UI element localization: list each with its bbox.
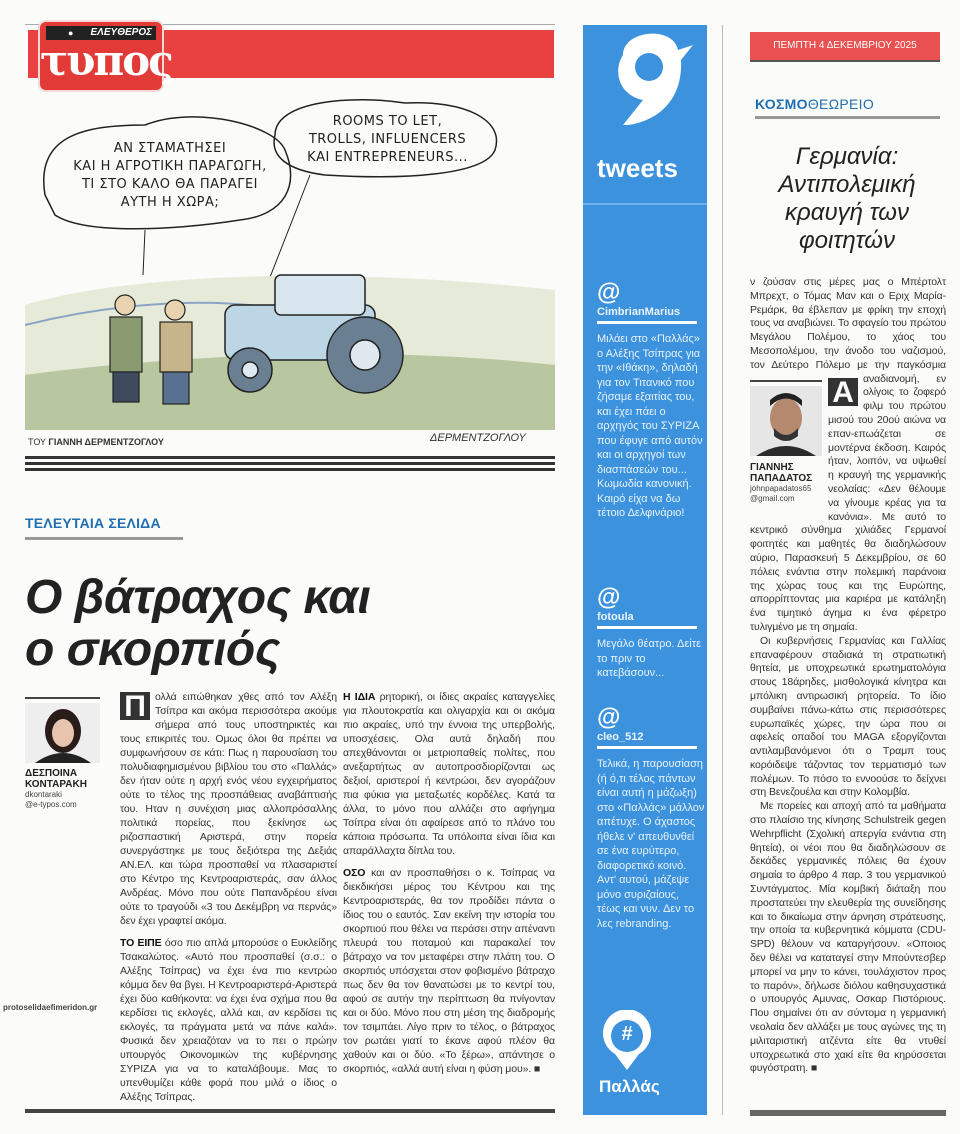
cartoon	[25, 95, 555, 430]
tweet	[597, 705, 705, 931]
tweet-handle[interactable]: cleo_512	[597, 731, 644, 743]
watermark: protoselidaefimeridon.gr	[3, 1003, 98, 1012]
column-section-label	[755, 96, 874, 112]
hashtag-symbol: #	[621, 1023, 633, 1045]
divider	[25, 462, 555, 465]
headline-line: ο σκορπιός	[25, 623, 280, 676]
author-name: ΠΑΠΑΔΑΤΟΣ	[750, 473, 813, 484]
author-photo	[25, 703, 100, 763]
paragraph-lead: Η ΙΔΙΑ	[343, 691, 376, 703]
end-mark: ■	[810, 1062, 818, 1075]
section-label: ΤΕΛΕΥΤΑΙΑ ΣΕΛΙΔΑ	[25, 515, 161, 531]
at-icon: @	[597, 704, 621, 731]
headline-line: Ο βάτραχος και	[25, 571, 371, 624]
tweet-rule	[597, 746, 697, 749]
bubble-line: ROOMS TO LET,	[332, 114, 443, 129]
hashtag-pin-icon	[601, 1010, 653, 1070]
paragraph-lead: ΟΣΟ	[343, 867, 366, 879]
photo-spacer	[750, 376, 828, 516]
speech-bubble-right	[280, 113, 495, 167]
section-rest: ΘΕΩΡΕΙΟ	[807, 96, 875, 112]
author-name: ΚΟΝΤΑΡΑΚΗ	[25, 779, 87, 790]
divider	[25, 456, 555, 459]
speech-bubble-left	[55, 140, 285, 212]
author-email: @gmail.com	[750, 494, 795, 503]
column-headline: Γερμανία: Αντιπολεμική κραυγή των φοιτητών	[778, 143, 916, 254]
author-name: ΔΕΣΠΟΙΝΑ	[25, 768, 78, 779]
column-body	[750, 276, 946, 1076]
tweet-handle[interactable]: CimbrianMarius	[597, 306, 681, 318]
divider	[25, 468, 555, 471]
tweets-column	[583, 25, 707, 1115]
end-mark: ■	[533, 1063, 541, 1075]
drop-cap: Π	[120, 692, 150, 720]
newspaper-logo	[40, 22, 172, 90]
article-headline	[25, 572, 370, 676]
paragraph: Οι κυβερνήσεις Γερμανίας και Γαλλίας επαναφέρουν σταδιακά τη στρατιωτική θητεία, με υποχρεωτικά ερωτηματολόγια στους 18άρηδες, μισθολογικά κίνητρα και μπόλικη αντιρωσική ρητορεία. Το ίδιο συμβαίνει πάνω-κάτω στις περισσότερες ευρωπαϊκές χώρες, την ώρα που οι αφελείς οπαδοί του MAGA εξοργίζονται αντιλαμβανόμενοι ότι ο Τραμπ τους κορόιδεψε τάζοντας τον τερματισμό των πολέμων. Το πόσο το εννοούσε το δείχνει στη Βενεζουέλα και στην Κολομβία.	[750, 634, 946, 799]
tweets-divider	[583, 203, 707, 205]
at-icon: @	[597, 279, 621, 306]
tweet-rule	[597, 626, 697, 629]
author-email: johnpapadatos65	[750, 484, 812, 493]
paragraph: ρητορική, οι ίδιες ακραίες καταγγελίες για πλουτοκρατία και ολιγαρχία και οι ακόμα πιο ακραίες, υπό την έννοια της υπερβολής, υποσχέσεις. Ολα αυτά δηλαδή που απεχθάνονται οι μετριοπαθείς πολίτες, που ανεξαρτήτως αν αυτοπροσδιορίζονται ως δεξιοί, αριστεροί ή κεντρώοι, δεν αγοράζουν πια φύκια για μεταξωτές κορδέλες. Κατά τα άλλα, το μόνο που αλλάζει στο αφήγημα Τσίπρα είναι ότι αφαίρεσε από το πλάνο του κάποια πρόσωπα. Τα υπόλοιπα είναι ίδια και απαράλλαχτα δίπλα του.	[343, 691, 555, 857]
bubble-line: ΑΝ ΣΤΑΜΑΤΗΣΕΙ	[113, 141, 227, 156]
tweets-title: tweets	[597, 153, 678, 183]
hashtag-label[interactable]: Παλλάς	[599, 1077, 660, 1096]
paragraph: ολλά ειπώθηκαν χθες από τον Αλέξη Τσίπρα και ακόμα περισσότερα ακούμε σήμερα από τους υποστηρικτές και τους επικριτές του. Ομως όλοι θα πρέπει να συμφωνήσουν σε κάτι: Πως η παρουσίαση του πολυδιαφημισμένου βιβλίου του στο «Παλλάς» δεν ήταν ούτε η αρχή ενός νέου εγχειρήματος ούτε το τέλος της προσπάθειας αναβάπτισής του. Ηταν η συνέχιση μιας αλλοπρόσαλλης πολιτικά πορείας, που ξεκίνησε ως ριζοσπαστική Αριστερά, στην πορεία συνεργάστηκε με τους δεξιότερα της Δεξιάς ΑΝ.ΕΛ. και τώρα προσπαθεί να πλασαριστεί στο Κέντρο της Κεντροαριστεράς, σαν άλλος Ανδρέας. Μόνο που ούτε Παπανδρέου είναι ούτε το τραγούδι «3 του Δεκέμβρη να περνάς» δεν έχει γραφτεί ακόμα.	[120, 691, 337, 927]
at-icon: @	[597, 584, 621, 611]
author-email: dkontaraki	[25, 790, 62, 799]
issue-date: ΠΕΜΠΤΗ 4 ΔΕΚΕΜΒΡΙΟΥ 2025	[750, 32, 940, 60]
paragraph-lead: ΤΟ ΕΙΠΕ	[120, 937, 162, 949]
drop-cap: Α	[828, 378, 858, 406]
tweet	[597, 280, 705, 521]
author-email: @e-typos.com	[25, 800, 77, 809]
paragraph: Με πορείες και αποχή από τα μαθήματα στο πλαίσιο της κίνησης Schulstreik gegen Wehrpflicht (Σχολική απεργία ενάντια στη θητεία), οι νέοι που θα διαδηλώσουν σε δεκάδες γερμανικές πόλεις θα έχουν σημαία το άρθρο 4 παρ. 3 του γερμανικού Συντάγματος. Μία κομβική διάταξη που προστατεύει την ελευθερία της συνείδησης και το δικαίωμα στην άρνηση στράτευσης, την οποία τα κυβερνητικά κόμματα (CDU-SPD) θέλουν να καταργήσουν. «Οποιος δεν θέλει να καταταγεί στην Μπούντεσβερ μπορεί να μην το κάνει, τουλάχιστον προς το παρόν», δήλωσε διόλου καθησυχαστικά ο υπουργός Αμυνας, Οσκαρ Πιστόριους. Που σημαίνει ότι αν σύντομα η γερμανική νεολαία δεν αλλάξει με τους αγώνες της τη μιλιταριστική ατζέντα είτε θα ντυθεί υποχρεωτικά στο χακί είτε θα κηρύσσεται φυγόστρατη.	[750, 800, 946, 1075]
caption-prefix: ΤΟΥ	[28, 437, 46, 447]
cartoon-caption	[28, 437, 164, 447]
bubble-line: ΚΑΙ ENTREPRENEURS...	[307, 150, 468, 165]
logo-big-text: τυπος	[40, 36, 172, 85]
paragraph: ν ζούσαν στις μέρες μας ο Μπέρτολτ Μπρεχτ, ο Τόμας Μαν και ο Εριχ Μαρία-Ρεμάρκ, θα έβλεπαν με φρίκη την εποχή τους να αναβιώνει. Το σφαγείο του πρώτου Μεγάλου Πολέμου, το χάος του Μεσοπολέμου, την άνοδο του ναζισμού, τον Δεύτερο Πόλεμο με την παγκόσμια αναδιανομή, εν ολίγοις το ζοφερό φιλμ του πρώτου μισού του 20ού αιώνα να επαν-επωάζεται σε μοντέρνα έκδοση. Καιρός ήταν, λοιπόν, να υψωθεί η κραυγή της γερμανικής νεολαίας: «Δεν θέλουμε να γίνουμε κρέας για τα κανόνια». Με αυτό το κεντρικό σύνθημα χιλιάδες Γερμανοί φοιτητές και μαθητές θα διαδηλώσουν αύριο, Παρασκευή 5 Δεκεμβρίου, σε 60 πόλεις ενάντια στην πολεμική παράνοια της χώρας τους και της Ευρώπης, απορρίπτοντας μια καριέρα με κατάληξη ένα τιμητικό άγημα κι ένα φέρετρο τυλιγμένο με τη σημαία.	[750, 276, 946, 633]
article-column-2	[343, 690, 555, 1084]
author-byline	[25, 768, 87, 810]
tweet-handle[interactable]: fotoula	[597, 611, 634, 623]
author-name: ΓΙΑΝΝΗΣ	[750, 462, 794, 473]
paragraph: και αν προσπαθήσει ο κ. Τσίπρας να διεκδικήσει μέρος του Κέντρου και της Κεντροαριστεράς, θα τον προδίδει πάντα ο ίδιος του ο εαυτός. Σαν εκείνη την ιστορία του σκορπιού που θέλει να περάσει στην απέναντι πλευρά του ποταμού και παρακαλεί τον βάτραχο να τον μεταφέρει στην πλάτη του. Ο σκορπιός υπόσχεται στον φοβισμένο βάτραχο πως δεν θα τον θανατώσει με το κεντρί του, αφού σε αυτήν την περίπτωση θα πνίγονταν και οι δύο. Μόνο που στη μέση της διαδρομής τον τσιμπάει. Λίγο πριν το τέλος, ο βάτραχος τον ρωτάει γιατί το έκανε αφού πλέον θα χαθούν και οι δύο. «Το ξέρω», απάντησε ο σκορπιός, «αλλά αυτή είναι η φύση μου».	[343, 867, 555, 1075]
tweet-text: Μεγάλο θέατρο. Δείτε το πριν το κατεβάσουν...	[597, 638, 701, 679]
bubble-line: ΤΙ ΣΤΟ ΚΑΛΟ ΘΑ ΠΑΡΑΓΕΙ	[81, 177, 259, 192]
bubble-line: TROLLS, INFLUENCERS	[308, 132, 467, 147]
caption-author: ΓΙΑΝΝΗ ΔΕΡΜΕΝΤΖΟΓΛΟΥ	[48, 437, 164, 447]
section-underline	[25, 537, 183, 540]
tweet	[597, 585, 705, 681]
cartoonist-signature: ΔΕΡΜΕΝΤΖΟΓΛΟΥ	[430, 432, 526, 444]
bubble-line: ΑΥΤΗ Η ΧΩΡΑ;	[120, 195, 220, 210]
date-underline	[750, 60, 940, 62]
tweet-text: Μιλάει στο «Παλλάς» ο Αλέξης Τσίπρας για την «Ιθάκη», δηλαδή για τον Τιτανικό που ζήσαμε εξαιτίας του, και έχει πάει ο αρχηγός του ΣΥΡΙΖΑ που έφυγε από αυτόν και οι αρχηγοί των διασπάσεών του... Κωμωδία κανονική. Καιρό είχα να δω τέτοιο Δελφινάριο!	[597, 333, 703, 519]
section-bold: ΚΟΣΜΟ	[755, 96, 808, 112]
bubble-line: ΚΑΙ Η ΑΓΡΟΤΙΚΗ ΠΑΡΑΓΩΓΗ,	[73, 159, 267, 174]
article-column-1	[120, 690, 337, 1112]
tweet-text: Τελικά, η παρουσίαση (ή ό,τι τέλος πάντων είναι αυτή η μάζωξη) στο «Παλλάς» μάλλον απέτυχε. Ο άχαστος ήθελε ν' απευθυνθεί σε ένα ευρύτερο, διαφορετικό κοινό. Αντ' αυτού, μάζεψε μόνο συριζαίους, τέως και νυν. Δεν το λες rebranding.	[597, 758, 705, 930]
column-divider	[722, 25, 723, 1115]
section-underline	[755, 116, 940, 119]
byline-rule	[25, 697, 100, 699]
logo-small-text: ● ΕΛΕΥΘΕΡΟΣ	[46, 26, 156, 40]
bottom-rule	[750, 1110, 946, 1116]
tweet-rule	[597, 321, 697, 324]
paragraph: όσο πιο απλά μπορούσε ο Ευκλείδης Τσακαλώτος. «Αυτό που προσπαθεί (σ.σ.: ο Αλέξης Τσίπρας) να έχει ένα πιο κεντρώο κόμμα δεν θα βγει. Η Κεντροαριστερά-Αριστερά έχει δύο καθήκοντα: να έχει ένα σχήμα που θα κερδίσει τις εκλογές, αλλά και, αν κερδίσει τις εκλογές, τα πράγματα μετά να πάνε καλά». Φυσικά δεν χρειαζόταν να το πει ο πρώην υπουργός Οικονομικών της κυβέρνησης ΣΥΡΙΖΑ για να το καταλάβουμε. Μας το υπενθυμίζει κάθε φορά που μιλά ο ίδιος ο Αλέξης Τσίπρας.	[120, 937, 337, 1103]
